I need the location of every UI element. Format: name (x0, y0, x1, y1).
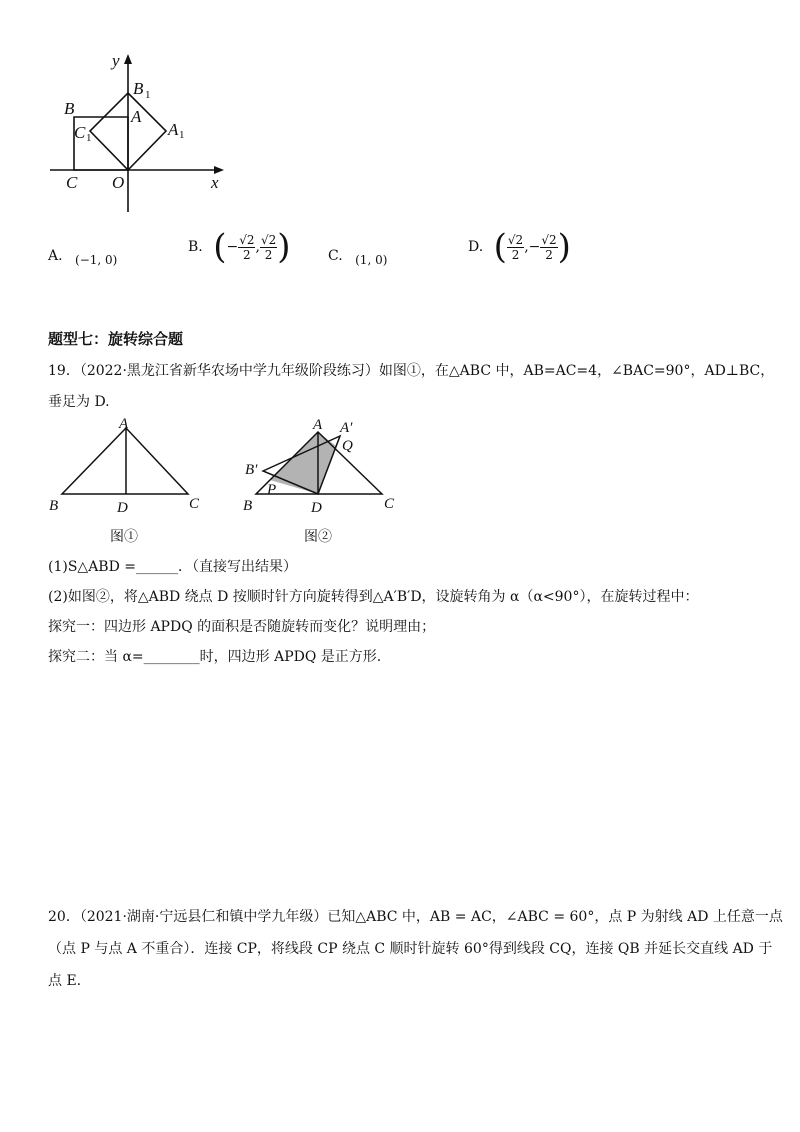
fig2-label-b: B (243, 498, 253, 512)
fig1-label-a: A (119, 416, 129, 432)
fig1-label-b: B (49, 498, 59, 512)
q19-explore1: 探究一：四边形 APDQ 的面积是否随旋转而变化？说明理由； (48, 619, 436, 635)
label-b1-sub: 1 (145, 89, 151, 101)
option-c: C. (1, 0) (328, 248, 388, 267)
figure-1 (44, 412, 224, 512)
fig1-caption: 图① (110, 529, 138, 545)
fig2-label-a: A (313, 417, 323, 433)
fig1-label-c: C (189, 496, 200, 512)
option-b: B. (− $\frac{√2}{2}$ , $\frac{√2}{2}$ ) (188, 227, 291, 267)
q20-line3: 点 E. (48, 973, 82, 989)
label-c: C (66, 173, 78, 192)
option-b-y-fraction: $\frac{√2}{2}$ (260, 232, 277, 262)
figure-2 (240, 412, 410, 512)
label-o: O (112, 173, 125, 192)
q19-part2: (2)如图②，将△ABD 绕点 D 按顺时针方向旋转得到△A′B′D，设旋转角为 α（α<90°），在旋转过程中： (48, 589, 699, 605)
option-d: D. ( $\frac{√2}{2}$ ,− $\frac{√2}{2}$ ) (468, 227, 571, 267)
section-title: 题型七：旋转综合题 (48, 330, 184, 348)
label-a1: A (168, 120, 179, 139)
label-c1: C (74, 123, 86, 142)
fig2-label-p: P (267, 482, 277, 498)
q19-line2: 垂足为 D. (48, 394, 110, 410)
label-x: x (211, 173, 219, 192)
q19-part1: (1)S△ABD =______．（直接写出结果） (48, 559, 297, 575)
option-d-y-fraction: $\frac{√2}{2}$ (541, 232, 557, 262)
fig1-label-d: D (117, 500, 128, 512)
label-b1: B (133, 79, 144, 98)
fig2-label-c: C (384, 496, 395, 512)
option-b-x-fraction: $\frac{√2}{2}$ (239, 232, 255, 262)
option-a-value: (−1, 0) (75, 253, 118, 267)
label-b: B (64, 99, 75, 118)
coordinate-figure (40, 48, 240, 218)
option-a: A. (−1, 0) (48, 248, 118, 267)
y-arrow (124, 54, 132, 64)
label-y: y (112, 51, 120, 70)
label-a1-sub: 1 (179, 129, 185, 141)
option-c-value: (1, 0) (355, 253, 388, 267)
option-d-x-fraction: $\frac{√2}{2}$ (507, 232, 524, 262)
fig2-label-q: Q (342, 438, 353, 454)
fig2-caption: 图② (304, 529, 332, 545)
fig2-label-b-prime: B′ (245, 462, 258, 478)
fig2-label-a-prime: A′ (340, 420, 353, 436)
q20-line1: 20．（2021·湖南·宁远县仁和镇中学九年级）已知△ABC 中，AB = AC，∠ABC = 60°，点 P 为射线 AD 上任意一点 (48, 909, 783, 925)
label-a: A (131, 107, 142, 126)
q19-line1: 19．（2022·黑龙江省新华农场中学九年级阶段练习）如图①，在△ABC 中，AB=AC=4，∠BAC=90°，AD⊥BC， (48, 363, 775, 379)
q20-line2: （点 P 与点 A 不重合）．连接 CP，将线段 CP 绕点 C 顺时针旋转 60°得到线段 CQ，连接 QB 并延长交直线 AD 于 (48, 941, 773, 957)
fig2-label-d: D (311, 500, 322, 512)
q19-explore2: 探究二：当 α=________时，四边形 APDQ 是正方形. (48, 649, 382, 665)
label-c1-sub: 1 (86, 132, 92, 144)
